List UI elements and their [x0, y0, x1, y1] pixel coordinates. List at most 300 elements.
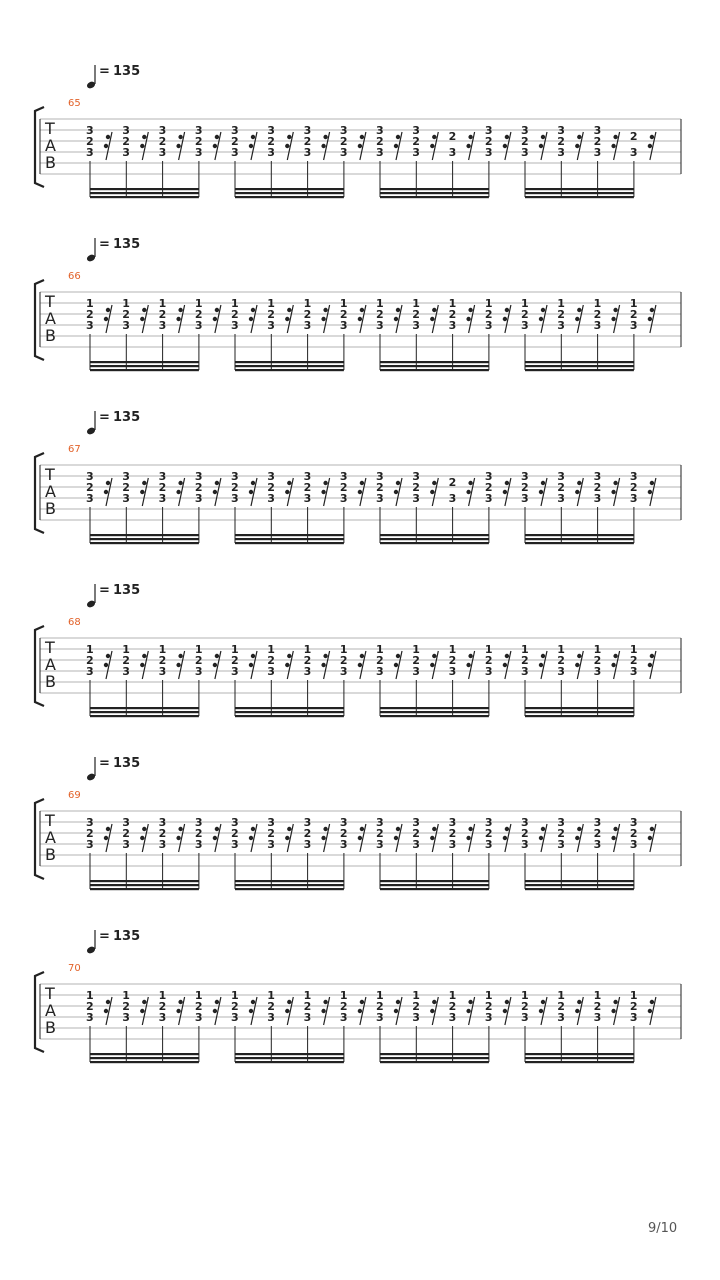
- rest-flag-dot: [613, 827, 617, 831]
- rest-flag-dot: [249, 1009, 253, 1013]
- tab-system: [35, 583, 681, 717]
- fret-number: 2: [122, 1000, 130, 1013]
- tempo-value: 135: [113, 410, 141, 425]
- fret-number: 2: [303, 827, 312, 840]
- fret-number: 2: [86, 654, 94, 667]
- fret-number: 3: [339, 146, 348, 159]
- beam: [525, 542, 634, 544]
- rest-flag-dot: [285, 1009, 289, 1013]
- fret-number: 1: [521, 643, 529, 656]
- tab-clef-letter: B: [45, 326, 56, 345]
- fret-number: 3: [303, 492, 312, 505]
- beam: [525, 888, 634, 890]
- fret-number: 1: [412, 989, 420, 1002]
- rest-flag-dot: [249, 663, 253, 667]
- beam: [235, 1053, 344, 1055]
- rest-flag-dot: [251, 308, 255, 312]
- rest-flag-dot: [178, 135, 182, 139]
- fret-number: 3: [86, 816, 94, 829]
- fret-number: 1: [448, 989, 457, 1002]
- fret-number: 2: [593, 654, 602, 667]
- beam: [90, 361, 199, 363]
- fret-number: 2: [267, 308, 275, 321]
- fret-number: 2: [194, 1000, 203, 1013]
- rest-flag-dot: [360, 654, 364, 658]
- tab-clef-letter: A: [45, 482, 56, 501]
- fret-number: 1: [412, 297, 420, 310]
- fret-number: 1: [484, 297, 493, 310]
- tab-clef-letter: B: [45, 153, 56, 172]
- tab-system: [35, 237, 681, 371]
- rest-flag-dot: [142, 481, 146, 485]
- rest-flag-dot: [468, 481, 472, 485]
- fret-number: 2: [448, 130, 457, 143]
- fret-number: 3: [484, 838, 493, 851]
- rest-flag-dot: [505, 308, 509, 312]
- fret-number: 3: [339, 124, 348, 137]
- beam: [525, 534, 634, 536]
- rest-flag-dot: [358, 490, 362, 494]
- fret-number: 2: [484, 1000, 493, 1013]
- fret-number: 3: [303, 1011, 312, 1024]
- fret-number: 2: [557, 654, 565, 667]
- rest-flag-dot: [321, 836, 325, 840]
- rest-flag-dot: [394, 144, 398, 148]
- fret-number: 1: [231, 297, 239, 310]
- fret-number: 2: [484, 827, 493, 840]
- fret-number: 3: [593, 319, 602, 332]
- tempo-equals: =: [99, 583, 110, 598]
- rest-flag-dot: [505, 827, 509, 831]
- fret-number: 3: [484, 492, 493, 505]
- rest-flag-dot: [176, 1009, 180, 1013]
- rest-flag-dot: [176, 663, 180, 667]
- rest-flag-dot: [611, 1009, 615, 1013]
- fret-number: 3: [86, 1011, 94, 1024]
- fret-number: 3: [122, 124, 130, 137]
- fret-number: 1: [448, 297, 457, 310]
- fret-number: 3: [339, 492, 348, 505]
- rest-flag-dot: [613, 308, 617, 312]
- fret-number: 3: [521, 665, 529, 678]
- fret-number: 2: [629, 481, 638, 494]
- beam: [380, 884, 489, 886]
- fret-number: 3: [593, 665, 602, 678]
- fret-number: 1: [629, 643, 638, 656]
- fret-number: 2: [86, 1000, 94, 1013]
- beam: [90, 534, 199, 536]
- fret-number: 2: [231, 481, 239, 494]
- rest-flag-dot: [251, 654, 255, 658]
- rest-flag-dot: [541, 827, 545, 831]
- fret-number: 3: [122, 146, 130, 159]
- fret-number: 2: [412, 135, 420, 148]
- fret-number: 3: [484, 319, 493, 332]
- rest-flag-dot: [287, 654, 291, 658]
- fret-number: 3: [521, 146, 529, 159]
- fret-number: 2: [376, 308, 384, 321]
- fret-number: 3: [521, 838, 529, 851]
- fret-number: 3: [376, 492, 384, 505]
- fret-number: 2: [412, 827, 420, 840]
- rest-flag-dot: [287, 827, 291, 831]
- fret-number: 3: [629, 816, 638, 829]
- rest-flag-dot: [249, 144, 253, 148]
- fret-number: 3: [158, 492, 167, 505]
- fret-number: 3: [376, 124, 384, 137]
- fret-number: 2: [122, 654, 130, 667]
- fret-number: 3: [412, 1011, 420, 1024]
- rest-flag-dot: [468, 135, 472, 139]
- fret-number: 2: [593, 481, 602, 494]
- rest-flag-dot: [430, 490, 434, 494]
- rest-flag-dot: [249, 490, 253, 494]
- tempo-value: 135: [113, 929, 141, 944]
- fret-number: 1: [376, 989, 384, 1002]
- fret-number: 1: [122, 989, 130, 1002]
- fret-number: 3: [122, 665, 130, 678]
- rest-flag-dot: [213, 663, 217, 667]
- fret-number: 3: [158, 816, 167, 829]
- rest-flag-dot: [323, 654, 327, 658]
- fret-number: 2: [194, 308, 203, 321]
- fret-number: 1: [557, 989, 565, 1002]
- fret-number: 2: [303, 1000, 312, 1013]
- fret-number: 3: [412, 665, 420, 678]
- rest-flag-dot: [503, 490, 507, 494]
- fret-number: 1: [158, 297, 167, 310]
- fret-number: 2: [231, 827, 239, 840]
- beam: [380, 880, 489, 882]
- rest-flag-dot: [468, 308, 472, 312]
- fret-number: 1: [86, 643, 94, 656]
- fret-number: 3: [448, 665, 457, 678]
- fret-number: 3: [448, 319, 457, 332]
- fret-number: 3: [267, 470, 275, 483]
- fret-number: 3: [194, 665, 203, 678]
- fret-number: 3: [629, 470, 638, 483]
- beam: [525, 707, 634, 709]
- fret-number: 3: [376, 665, 384, 678]
- beam: [525, 1053, 634, 1055]
- fret-number: 3: [557, 319, 565, 332]
- beam: [380, 707, 489, 709]
- tab-clef-letter: A: [45, 828, 56, 847]
- beam: [525, 192, 634, 194]
- rest-flag-dot: [178, 654, 182, 658]
- fret-number: 2: [521, 654, 529, 667]
- fret-number: 1: [593, 297, 602, 310]
- fret-number: 3: [231, 319, 239, 332]
- fret-number: 3: [267, 492, 275, 505]
- fret-number: 1: [484, 643, 493, 656]
- fret-number: 3: [484, 470, 493, 483]
- fret-number: 2: [629, 654, 638, 667]
- rest-flag-dot: [575, 836, 579, 840]
- rest-flag-dot: [650, 481, 654, 485]
- beam: [380, 888, 489, 890]
- rest-flag-dot: [539, 317, 543, 321]
- rest-flag-dot: [106, 481, 110, 485]
- fret-number: 2: [86, 308, 94, 321]
- beam: [235, 369, 344, 371]
- fret-number: 1: [557, 297, 565, 310]
- fret-number: 3: [122, 492, 130, 505]
- fret-number: 1: [303, 643, 312, 656]
- rest-flag-dot: [432, 654, 436, 658]
- fret-number: 1: [303, 989, 312, 1002]
- fret-number: 3: [339, 816, 348, 829]
- rest-flag-dot: [249, 317, 253, 321]
- rest-flag-dot: [176, 836, 180, 840]
- beam: [525, 188, 634, 190]
- rest-flag-dot: [577, 308, 581, 312]
- rest-flag-dot: [213, 144, 217, 148]
- fret-number: 2: [484, 481, 493, 494]
- rest-flag-dot: [577, 827, 581, 831]
- fret-number: 3: [303, 124, 312, 137]
- rest-flag-dot: [321, 317, 325, 321]
- tab-clef-letter: A: [45, 655, 56, 674]
- rest-flag-dot: [140, 317, 144, 321]
- rest-flag-dot: [468, 654, 472, 658]
- measure-number: 66: [68, 271, 81, 282]
- rest-flag-dot: [396, 827, 400, 831]
- fret-number: 1: [267, 297, 275, 310]
- fret-number: 2: [412, 481, 420, 494]
- rest-flag-dot: [178, 308, 182, 312]
- rest-flag-dot: [613, 135, 617, 139]
- rest-flag-dot: [613, 481, 617, 485]
- fret-number: 2: [267, 481, 275, 494]
- fret-number: 3: [303, 665, 312, 678]
- beam: [90, 1053, 199, 1055]
- fret-number: 1: [629, 989, 638, 1002]
- fret-number: 3: [593, 492, 602, 505]
- fret-number: 3: [557, 146, 565, 159]
- rest-flag-dot: [466, 836, 470, 840]
- rest-flag-dot: [142, 827, 146, 831]
- fret-number: 3: [593, 124, 602, 137]
- rest-flag-dot: [360, 481, 364, 485]
- fret-number: 3: [339, 665, 348, 678]
- fret-number: 2: [376, 481, 384, 494]
- fret-number: 1: [194, 297, 203, 310]
- fret-number: 2: [303, 308, 312, 321]
- fret-number: 3: [86, 124, 94, 137]
- beam: [90, 188, 199, 190]
- beam: [235, 707, 344, 709]
- beam: [235, 361, 344, 363]
- fret-number: 3: [194, 146, 203, 159]
- fret-number: 3: [231, 665, 239, 678]
- fret-number: 3: [557, 470, 565, 483]
- fret-number: 3: [629, 492, 638, 505]
- fret-number: 3: [412, 816, 420, 829]
- rest-flag-dot: [648, 490, 652, 494]
- tab-clef-letter: T: [45, 638, 55, 657]
- fret-number: 1: [484, 989, 493, 1002]
- fret-number: 2: [231, 1000, 239, 1013]
- fret-number: 2: [194, 827, 203, 840]
- fret-number: 3: [158, 319, 167, 332]
- fret-number: 2: [557, 1000, 565, 1013]
- fret-number: 2: [122, 308, 130, 321]
- fret-number: 3: [376, 146, 384, 159]
- rest-flag-dot: [539, 144, 543, 148]
- fret-number: 2: [521, 135, 529, 148]
- fret-number: 2: [339, 481, 348, 494]
- rest-flag-dot: [577, 481, 581, 485]
- beam: [235, 538, 344, 540]
- beam: [235, 188, 344, 190]
- fret-number: 3: [267, 665, 275, 678]
- fret-number: 1: [158, 643, 167, 656]
- fret-number: 2: [267, 135, 275, 148]
- rest-flag-dot: [360, 827, 364, 831]
- fret-number: 2: [448, 476, 457, 489]
- rest-flag-dot: [650, 654, 654, 658]
- beam: [90, 884, 199, 886]
- fret-number: 1: [593, 643, 602, 656]
- rest-flag-dot: [648, 317, 652, 321]
- tempo-equals: =: [99, 756, 110, 771]
- beam: [90, 1061, 199, 1063]
- rest-flag-dot: [285, 836, 289, 840]
- rest-flag-dot: [539, 490, 543, 494]
- beam: [90, 888, 199, 890]
- fret-number: 3: [267, 146, 275, 159]
- fret-number: 3: [303, 838, 312, 851]
- rest-flag-dot: [394, 663, 398, 667]
- fret-number: 2: [158, 654, 167, 667]
- fret-number: 2: [339, 654, 348, 667]
- rest-flag-dot: [104, 663, 108, 667]
- beam: [380, 365, 489, 367]
- rest-flag-dot: [466, 490, 470, 494]
- beam: [90, 196, 199, 198]
- fret-number: 1: [412, 643, 420, 656]
- tab-clef-letter: B: [45, 672, 56, 691]
- rest-flag-dot: [106, 308, 110, 312]
- fret-number: 2: [267, 827, 275, 840]
- rest-flag-dot: [215, 308, 219, 312]
- tab-clef-letter: B: [45, 499, 56, 518]
- rest-flag-dot: [249, 836, 253, 840]
- rest-flag-dot: [650, 308, 654, 312]
- rest-flag-dot: [358, 663, 362, 667]
- rest-flag-dot: [505, 1000, 509, 1004]
- rest-flag-dot: [285, 490, 289, 494]
- rest-flag-dot: [577, 1000, 581, 1004]
- fret-number: 3: [86, 319, 94, 332]
- fret-number: 3: [158, 124, 167, 137]
- fret-number: 3: [412, 124, 420, 137]
- fret-number: 3: [122, 816, 130, 829]
- rest-flag-dot: [104, 836, 108, 840]
- fret-number: 2: [412, 1000, 420, 1013]
- beam: [380, 361, 489, 363]
- fret-number: 2: [557, 308, 565, 321]
- fret-number: 3: [194, 470, 203, 483]
- fret-number: 2: [231, 135, 239, 148]
- fret-number: 2: [86, 827, 94, 840]
- tab-clef-letter: T: [45, 119, 55, 138]
- tab-system: [35, 929, 681, 1063]
- fret-number: 3: [376, 319, 384, 332]
- fret-number: 2: [629, 1000, 638, 1013]
- tempo-equals: =: [99, 410, 110, 425]
- beam: [235, 715, 344, 717]
- rest-flag-dot: [575, 1009, 579, 1013]
- fret-number: 3: [484, 1011, 493, 1024]
- fret-number: 2: [521, 481, 529, 494]
- rest-flag-dot: [358, 144, 362, 148]
- rest-flag-dot: [213, 1009, 217, 1013]
- beam: [380, 1053, 489, 1055]
- tempo-equals: =: [99, 237, 110, 252]
- fret-number: 2: [122, 827, 130, 840]
- beam: [380, 715, 489, 717]
- rest-flag-dot: [140, 1009, 144, 1013]
- fret-number: 3: [629, 838, 638, 851]
- rest-flag-dot: [215, 827, 219, 831]
- fret-number: 1: [158, 989, 167, 1002]
- fret-number: 2: [303, 654, 312, 667]
- tab-clef-letter: B: [45, 845, 56, 864]
- fret-number: 3: [194, 492, 203, 505]
- rest-flag-dot: [505, 654, 509, 658]
- tab-system: [35, 410, 681, 544]
- fret-number: 3: [593, 838, 602, 851]
- rest-flag-dot: [611, 836, 615, 840]
- fret-number: 1: [122, 297, 130, 310]
- fret-number: 3: [122, 838, 130, 851]
- fret-number: 3: [231, 124, 239, 137]
- fret-number: 2: [303, 481, 312, 494]
- rest-flag-dot: [104, 1009, 108, 1013]
- rest-flag-dot: [358, 1009, 362, 1013]
- fret-number: 2: [376, 135, 384, 148]
- measure-number: 68: [68, 617, 81, 628]
- rest-flag-dot: [430, 317, 434, 321]
- fret-number: 2: [158, 135, 167, 148]
- rest-flag-dot: [466, 663, 470, 667]
- fret-number: 2: [557, 481, 565, 494]
- tempo-equals: =: [99, 64, 110, 79]
- tempo-value: 135: [113, 583, 141, 598]
- rest-flag-dot: [287, 1000, 291, 1004]
- rest-flag-dot: [104, 490, 108, 494]
- beam: [235, 1057, 344, 1059]
- fret-number: 3: [629, 665, 638, 678]
- beam: [525, 196, 634, 198]
- beam: [235, 711, 344, 713]
- beam: [525, 365, 634, 367]
- rest-flag-dot: [577, 135, 581, 139]
- fret-number: 3: [231, 1011, 239, 1024]
- fret-number: 3: [267, 816, 275, 829]
- rest-flag-dot: [396, 135, 400, 139]
- rest-flag-dot: [394, 317, 398, 321]
- fret-number: 2: [593, 308, 602, 321]
- fret-number: 3: [376, 816, 384, 829]
- rest-flag-dot: [613, 1000, 617, 1004]
- fret-number: 3: [448, 838, 457, 851]
- rest-flag-dot: [539, 663, 543, 667]
- fret-number: 2: [158, 481, 167, 494]
- rest-flag-dot: [360, 135, 364, 139]
